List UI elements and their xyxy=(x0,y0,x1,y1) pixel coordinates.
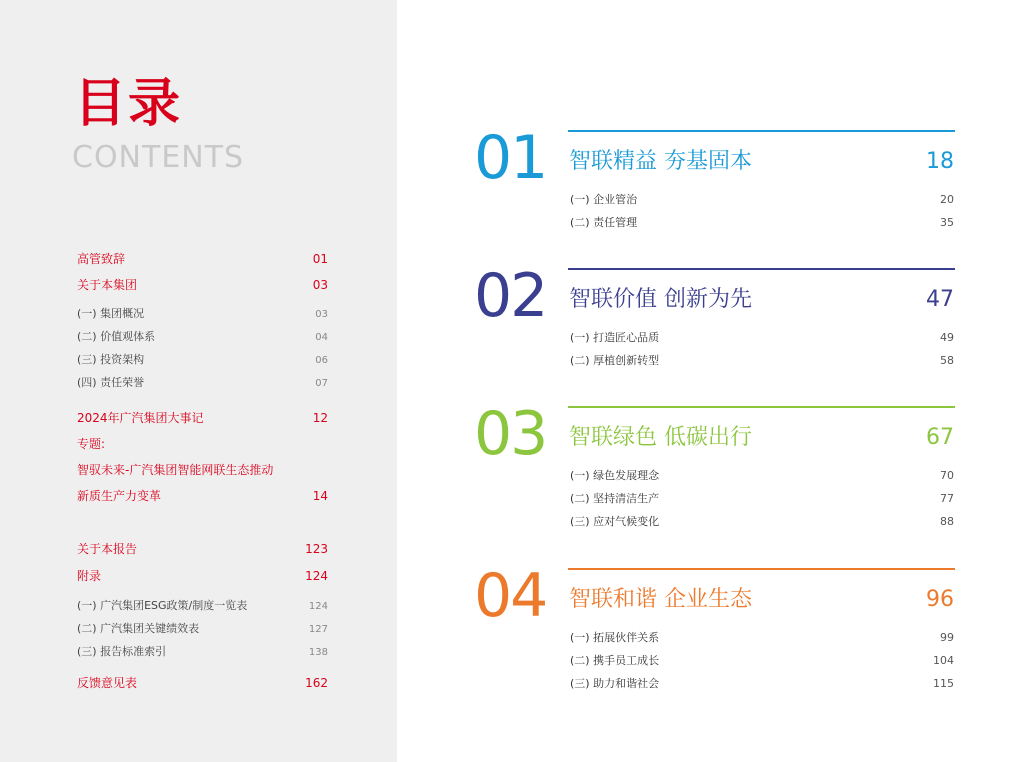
chapter-subitem-page: 58 xyxy=(940,354,954,367)
chapter-subitem-page: 104 xyxy=(933,654,954,667)
chapter-divider-02 xyxy=(568,268,955,270)
toc-subitem-standards-index[interactable] xyxy=(77,643,328,659)
chapter-subitem-label: (三) 应对气候变化 xyxy=(570,515,660,528)
toc-item-executive-message[interactable] xyxy=(77,250,328,267)
chapter-title: 智联精益 夯基固本 xyxy=(569,149,752,174)
toc-item-special-topic-heading: 专题: xyxy=(77,437,106,451)
toc-item-page: 03 xyxy=(315,309,328,320)
chapter-number-01: 01 xyxy=(474,123,547,193)
chapter-divider-01 xyxy=(568,130,955,132)
toc-item-label: (四) 责任荣誉 xyxy=(77,376,145,389)
toc-item-page: 127 xyxy=(308,624,328,635)
chapter-subitem-label: (二) 责任管理 xyxy=(570,216,638,229)
chapter-heading-02[interactable] xyxy=(569,289,954,311)
toc-item-page: 124 xyxy=(308,601,328,612)
chapter-subitem[interactable] xyxy=(570,191,954,207)
chapter-subitem[interactable] xyxy=(570,490,954,506)
toc-item-label: 反馈意见表 xyxy=(77,676,138,690)
toc-item-special-topic-line2[interactable] xyxy=(77,487,328,504)
chapter-subitem-label: (一) 绿色发展理念 xyxy=(570,469,660,482)
toc-item-page: 162 xyxy=(305,676,328,690)
toc-subitem-kpi-table[interactable] xyxy=(77,620,328,636)
toc-item-label: 关于本报告 xyxy=(77,542,138,556)
toc-item-page: 124 xyxy=(305,569,328,583)
toc-item-page: 06 xyxy=(315,355,328,366)
chapter-page: 96 xyxy=(926,587,954,612)
toc-item-page: 07 xyxy=(315,378,328,389)
toc-subitem-esg-policy[interactable] xyxy=(77,597,328,613)
toc-item-page: 12 xyxy=(312,411,328,425)
toc-item-label: (三) 报告标准索引 xyxy=(77,645,167,658)
chapter-page: 67 xyxy=(926,425,954,450)
chapter-subitem-label: (二) 厚植创新转型 xyxy=(570,354,660,367)
toc-item-label: (二) 价值观体系 xyxy=(77,330,156,343)
chapter-divider-04 xyxy=(568,568,955,570)
toc-item-label: 高管致辞 xyxy=(77,252,126,266)
chapter-subitem[interactable] xyxy=(570,629,954,645)
chapter-number-04: 04 xyxy=(474,561,547,631)
chapter-subitem-page: 99 xyxy=(940,631,954,644)
chapter-divider-03 xyxy=(568,406,955,408)
chapter-heading-04[interactable] xyxy=(569,589,954,611)
toc-subitem-investment[interactable] xyxy=(77,351,328,367)
toc-item-label: 2024年广汽集团大事记 xyxy=(77,411,204,425)
chapter-subitem[interactable] xyxy=(570,652,954,668)
chapter-subitem[interactable] xyxy=(570,467,954,483)
toc-item-feedback[interactable] xyxy=(77,674,328,691)
toc-item-about-report[interactable] xyxy=(77,540,328,557)
chapter-subitem-page: 20 xyxy=(940,193,954,206)
toc-item-label: (一) 广汽集团ESG政策/制度一览表 xyxy=(77,599,248,612)
chapter-title: 智联和谐 企业生态 xyxy=(569,587,752,612)
chapter-title: 智联绿色 低碳出行 xyxy=(569,425,752,450)
toc-subitem-values[interactable] xyxy=(77,328,328,344)
toc-item-label: 关于本集团 xyxy=(77,278,138,292)
chapter-page: 47 xyxy=(926,287,954,312)
toc-item-label: (一) 集团概况 xyxy=(77,307,145,320)
toc-item-label: (二) 广汽集团关键绩效表 xyxy=(77,622,200,635)
chapter-subitem[interactable] xyxy=(570,352,954,368)
chapter-subitem[interactable] xyxy=(570,675,954,691)
toc-item-page: 123 xyxy=(305,542,328,556)
chapter-number-03: 03 xyxy=(474,399,547,469)
chapter-subitem[interactable] xyxy=(570,214,954,230)
chapter-title: 智联价值 创新为先 xyxy=(569,287,752,312)
toc-item-page: 03 xyxy=(312,278,328,292)
chapter-subitem-label: (二) 坚持清洁生产 xyxy=(570,492,660,505)
toc-item-special-topic-line1[interactable]: 智驭未来-广汽集团智能网联生态推动 xyxy=(77,463,274,477)
chapter-subitem-label: (一) 打造匠心品质 xyxy=(570,331,660,344)
chapter-subitem[interactable] xyxy=(570,329,954,345)
chapter-subitem-page: 35 xyxy=(940,216,954,229)
chapter-subitem-page: 77 xyxy=(940,492,954,505)
toc-item-page: 14 xyxy=(312,489,328,503)
page-subtitle: CONTENTS xyxy=(72,140,245,175)
toc-subitem-honors[interactable] xyxy=(77,374,328,390)
chapter-subitem-label: (三) 助力和谐社会 xyxy=(570,677,660,690)
chapter-heading-01[interactable] xyxy=(569,151,954,173)
chapter-subitem-page: 88 xyxy=(940,515,954,528)
toc-item-milestones[interactable] xyxy=(77,409,328,426)
toc-item-label: 附录 xyxy=(77,569,102,583)
chapter-subitem-label: (一) 企业管治 xyxy=(570,193,638,206)
page-title: 目录 xyxy=(74,74,183,134)
toc-item-page: 01 xyxy=(312,252,328,266)
chapter-subitem-page: 49 xyxy=(940,331,954,344)
chapter-heading-03[interactable] xyxy=(569,427,954,449)
toc-item-label: 新质生产力变革 xyxy=(77,489,162,503)
chapter-subitem-page: 70 xyxy=(940,469,954,482)
toc-item-label: (三) 投资架构 xyxy=(77,353,145,366)
toc-subitem-group-overview[interactable] xyxy=(77,305,328,321)
chapter-subitem-label: (一) 拓展伙伴关系 xyxy=(570,631,660,644)
toc-item-page: 138 xyxy=(308,647,328,658)
chapter-subitem-label: (二) 携手员工成长 xyxy=(570,654,660,667)
chapter-subitem[interactable] xyxy=(570,513,954,529)
toc-item-page: 04 xyxy=(315,332,328,343)
chapter-number-02: 02 xyxy=(474,261,547,331)
toc-item-appendix[interactable] xyxy=(77,567,328,584)
toc-item-about-group[interactable] xyxy=(77,276,328,293)
chapter-subitem-page: 115 xyxy=(933,677,954,690)
left-panel xyxy=(0,0,397,762)
chapter-page: 18 xyxy=(926,149,954,174)
